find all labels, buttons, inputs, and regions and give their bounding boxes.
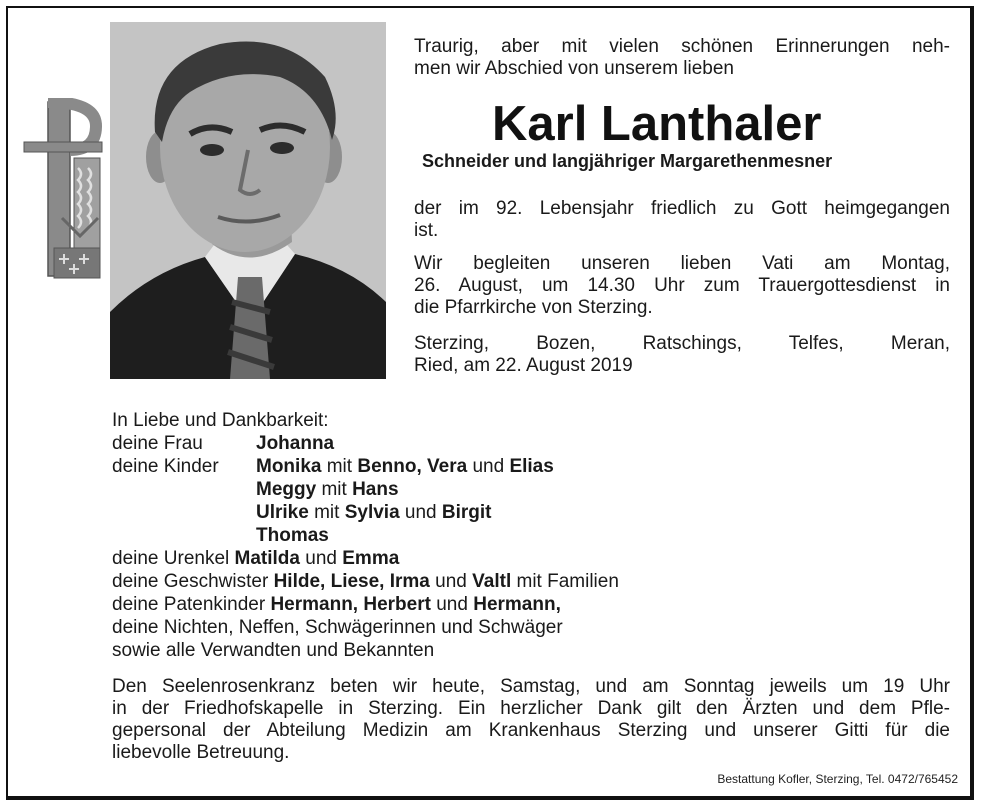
funeral-line-1: Wir begleiten unseren lieben Vati am Montag, — [414, 253, 950, 274]
wife-name: Johanna — [256, 433, 335, 454]
children-label: deine Kinder — [112, 456, 219, 477]
joiner-text: und — [472, 456, 505, 477]
funeral-home-footer: Bestattung Kofler, Sterzing, Tel. 0472/765452 — [717, 772, 958, 786]
child-line-4: Thomas — [256, 525, 329, 546]
partner-name: Sylvia — [344, 502, 400, 523]
siblings-suffix: mit Familien — [516, 571, 619, 592]
godchildren-names: Hermann, Herbert — [270, 594, 431, 615]
partner-name: Hans — [352, 479, 399, 500]
joiner-text: und — [404, 502, 437, 523]
child-line-2 — [256, 479, 399, 500]
passing-line-2: ist. — [414, 220, 439, 241]
closing-line-1: Den Seelenrosenkranz beten wir heute, Samstag, und am Sonntag jeweils um 19 Uhr — [112, 676, 950, 697]
joiner-text: mit — [326, 456, 353, 477]
funeral-line-3: die Pfarrkirche von Sterzing. — [414, 297, 653, 318]
great-name: Emma — [342, 548, 400, 569]
deceased-name: Karl Lanthaler — [492, 97, 822, 151]
child-line-3 — [256, 502, 492, 523]
closing-line-4: liebevolle Betreuung. — [112, 742, 290, 763]
closing-line-3: gepersonal der Abteilung Medizin am Krankenhaus Sterzing und unserer Gitti für die — [112, 720, 950, 741]
places-line-1: Sterzing, Bozen, Ratschings, Telfes, Meran, — [414, 333, 950, 354]
child-name: Ulrike — [256, 502, 309, 523]
siblings-line — [112, 571, 619, 592]
intro-line-1: Traurig, aber mit vielen schönen Erinnerungen neh- — [414, 36, 950, 57]
siblings-label: deine Geschwister — [112, 571, 269, 592]
sibling-name: Valtl — [472, 571, 512, 592]
funeral-line-2: 26. August, um 14.30 Uhr zum Trauergottesdienst in — [414, 275, 950, 296]
partner-name: Benno, Vera — [357, 456, 468, 477]
joiner-text: mit — [314, 502, 340, 523]
grandchild-name: Birgit — [441, 502, 492, 523]
grandchild-name: Elias — [509, 456, 554, 477]
joiner-text: mit — [321, 479, 347, 500]
relatives-line: sowie alle Verwandten und Bekannten — [112, 640, 435, 661]
great-name: Matilda — [234, 548, 300, 569]
godchildren-line — [112, 594, 561, 615]
passing-line-1: der im 92. Lebensjahr friedlich zu Gott heimgegangen — [414, 198, 950, 219]
closing-line-2: in der Friedhofskapelle in Sterzing. Ein herzlicher Dank gilt den Ärzten und dem Pfle- — [112, 698, 950, 719]
mourners-heading: In Liebe und Dankbarkeit: — [112, 410, 329, 431]
great-grandchildren-line — [112, 548, 399, 569]
siblings-names: Hilde, Liese, Irma — [273, 571, 430, 592]
child-name: Meggy — [256, 479, 317, 500]
joiner-text: und — [305, 548, 337, 569]
nieces-line: deine Nichten, Neffen, Schwägerinnen und Schwäger — [112, 617, 563, 638]
joiner-text: und — [436, 594, 468, 615]
child-name: Monika — [256, 456, 322, 477]
joiner-text: und — [435, 571, 467, 592]
great-label: deine Urenkel — [112, 548, 230, 569]
godchildren-label: deine Patenkinder — [112, 594, 266, 615]
places-line-2: Ried, am 22. August 2019 — [414, 355, 633, 376]
godchild-name: Hermann, — [473, 594, 561, 615]
child-line-1 — [256, 456, 554, 477]
wife-label: deine Frau — [112, 433, 203, 454]
intro-line-2: men wir Abschied von unserem lieben — [414, 58, 735, 79]
profession: Schneider und langjähriger Margarethenmesner — [422, 151, 833, 171]
